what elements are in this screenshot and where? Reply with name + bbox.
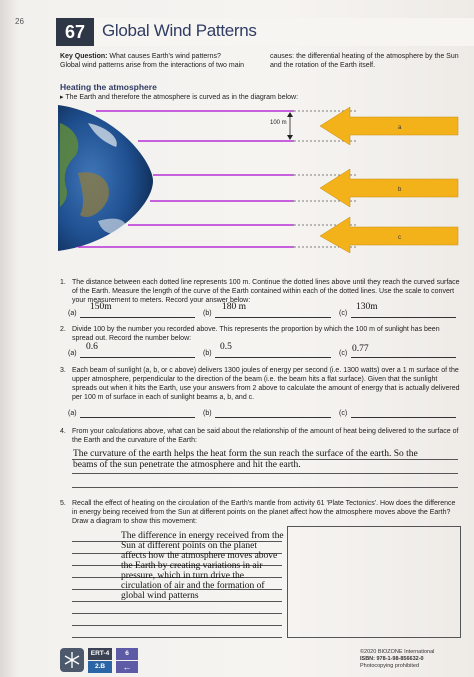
isbn-text: ISBN: 978-1-98-856632-0 — [360, 656, 424, 662]
q1-label-a: (a) — [68, 310, 77, 317]
q4-answer-line2-text: beams of the sun penetrate the atmosphere and hit the earth. — [73, 460, 301, 470]
q2-label-a: (a) — [68, 350, 77, 357]
link-tag: 6 — [116, 648, 138, 660]
q5-answer-text-7: global wind patterns — [121, 591, 199, 601]
q4-answer-line-2[interactable] — [72, 473, 458, 474]
question-5-number: 5. — [60, 500, 66, 507]
q2-answer-c: 0.77 — [352, 344, 369, 354]
svg-text:b: b — [398, 187, 402, 193]
question-4-text: From your calculations above, what can be said about the relationship of the amount of heat being delivered to the surface of the Earth and the curvature of the Earth: — [72, 428, 459, 444]
q5-answer-text-6: circulation of air and the formation of — [121, 581, 265, 591]
q3-answer-b-field[interactable] — [215, 408, 331, 418]
page-number: 26 — [15, 17, 24, 26]
q3-answer-c-field[interactable] — [351, 408, 456, 418]
triangle-bullet-icon: ▸ — [60, 94, 66, 101]
ert-tag: ERT-4 — [88, 648, 112, 660]
question-2-number: 2. — [60, 326, 66, 333]
q1-label-c: (c) — [339, 310, 348, 317]
q3-label-c: (c) — [339, 410, 348, 417]
question-3 — [60, 366, 460, 402]
q1-answer-c: 130m — [356, 302, 378, 312]
activity-header — [56, 18, 474, 46]
earth-image — [58, 105, 153, 251]
question-2 — [60, 325, 460, 343]
key-question-text: What causes Earth's wind patterns? — [109, 53, 221, 60]
q5-answer-line-6[interactable] — [72, 601, 282, 602]
key-question-label: Key Question: — [60, 53, 108, 60]
q5-diagram-box[interactable] — [287, 526, 461, 638]
copyright-text: ©2020 BIOZONE International — [360, 649, 435, 655]
intro-bullet-text: The Earth and therefore the atmosphere is curved as in the diagram below: — [65, 94, 299, 101]
question-3-number: 3. — [60, 367, 66, 374]
q3-answer-a-field[interactable] — [80, 408, 195, 418]
sunbeam-arrow-c — [320, 217, 458, 253]
question-1-number: 1. — [60, 279, 66, 286]
q5-answer-text-4: the Earth by creating variations in air — [121, 561, 263, 571]
sunbeam-arrow-b — [320, 169, 458, 207]
q5-answer-line-7[interactable] — [72, 613, 282, 614]
sunbeam-arrow-a — [320, 107, 458, 145]
question-5 — [60, 499, 460, 526]
question-5-text: Recall the effect of heating on the circulation of the Earth's mantle from activity 61 'Plate Tectonics'. How does the difference in energy being received from the Sun at different points on the planet affect how the atmosphere moves above the Earth? Draw a diagram to show this movement: — [72, 500, 456, 525]
distance-label: 100 m — [270, 120, 287, 126]
key-question-col2-line1: causes: the differential heating of the atmosphere by the Sun — [270, 53, 459, 60]
q3-label-a: (a) — [68, 410, 77, 417]
question-4-number: 4. — [60, 428, 66, 435]
q5-answer-line-9[interactable] — [72, 637, 282, 638]
copyright-block — [360, 649, 434, 670]
question-1-text: The distance between each dotted line represents 100 m. Continue the dotted lines above until they reach the curved surface of the Earth. Measure the length of the curve of the Earth contained within each of the dotted lines. Use the scale to convert your measurement to meters. Record your answer below: — [72, 279, 460, 304]
q1-label-b: (b) — [203, 310, 212, 317]
q1-answer-b: 180 m — [222, 302, 247, 312]
distance-indicator — [270, 112, 293, 140]
intro-bullet — [60, 93, 298, 102]
question-2-text: Divide 100 by the number you recorded above. This represents the proportion by which the 100 m of sunlight has been spread out. Record the number below: — [72, 326, 440, 342]
section-heading: Heating the atmosphere — [60, 82, 157, 92]
key-question-col2 — [270, 52, 470, 70]
key-question-col2-line2: and the rotation of the Earth itself. — [270, 62, 376, 69]
key-question-block — [60, 52, 265, 70]
q2-answer-b: 0.5 — [220, 342, 232, 352]
q5-answer-text-2: Sun at different points on the planet — [121, 541, 257, 551]
q2-label-b: (b) — [203, 350, 212, 357]
snowflake-icon — [60, 648, 84, 672]
activity-title: Global Wind Patterns — [102, 21, 257, 40]
q2-label-c: (c) — [339, 350, 348, 357]
q1-answer-a: 150m — [90, 302, 112, 312]
question-4 — [60, 427, 460, 445]
q5-answer-text-5: pressure, which in turn drive the — [121, 571, 244, 581]
q2-answer-b-field[interactable] — [215, 348, 331, 358]
question-1 — [60, 278, 460, 305]
sunlight-diagram — [58, 103, 470, 253]
svg-text:a: a — [398, 125, 402, 131]
question-3-text: Each beam of sunlight (a, b, or c above) delivers 1300 joules of energy per second (i.e. 1300 watts) over a 1 m surface of the upper atmosphere, perpendicular to the direction of the beam (i.e. the beam hits a flat surface). Given that the sunlight spreads out when it hits the Earth, use your answers from 2 above to calculate the amount of energy that is actually delivered per 100 m of surface in each of sunlight beams a, b, and c. — [72, 367, 460, 401]
q4-answer-line1-text: The curvature of the earth helps the heat form the sun reach the surface of the earth. So the — [73, 449, 418, 459]
q5-answer-text-3: affects how the atmosphere moves above — [121, 551, 278, 561]
q4-answer-line-3[interactable] — [72, 487, 458, 488]
key-question-line2: Global wind patterns arise from the interactions of two main — [60, 62, 245, 69]
code-tag: 2.B — [88, 661, 112, 673]
q5-answer-line-8[interactable] — [72, 625, 282, 626]
q2-answer-a: 0.6 — [86, 342, 98, 352]
arrow-left-icon: ← — [116, 661, 138, 673]
q3-label-b: (b) — [203, 410, 212, 417]
svg-text:c: c — [398, 235, 401, 241]
photocopy-note: Photocopying prohibited — [360, 663, 420, 669]
activity-number-badge: 67 — [56, 18, 94, 46]
q5-answer-text-1: The difference in energy received from the — [121, 531, 284, 541]
